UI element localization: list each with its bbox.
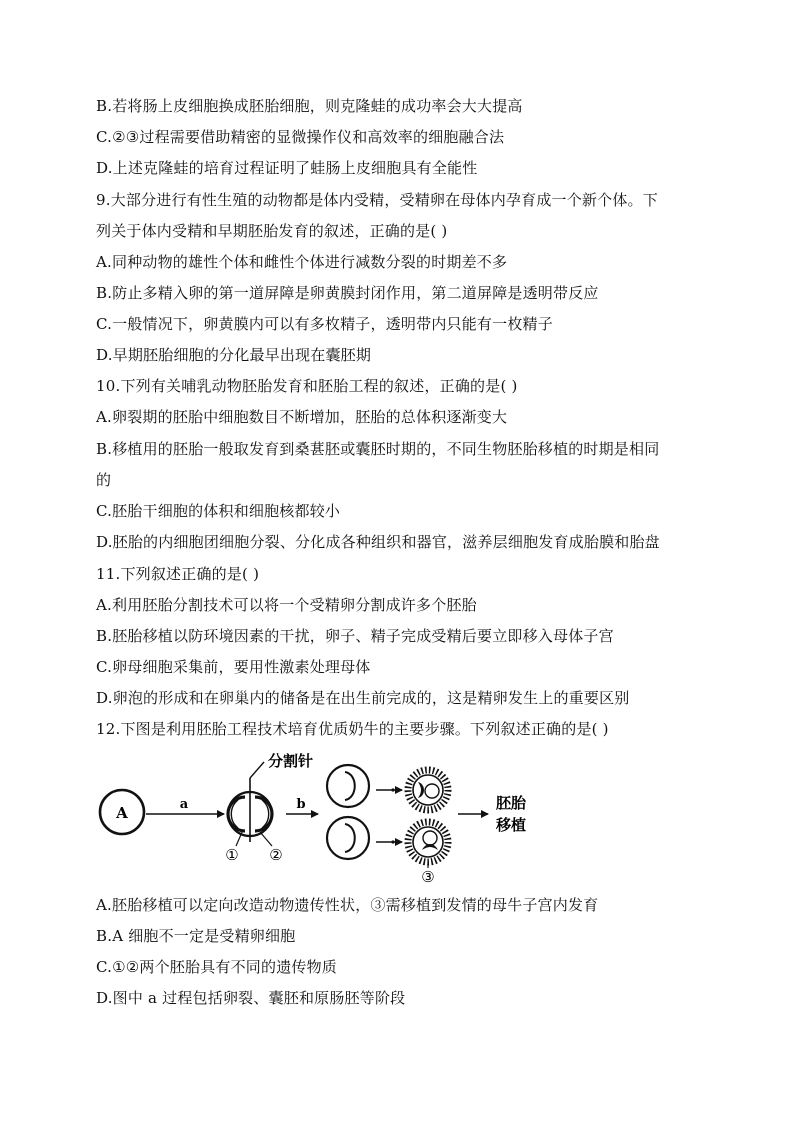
transfer-label-line2: 移植	[496, 816, 527, 834]
q9-stem-line1: 9.大部分进行有性生殖的动物都是体内受精，受精卵在母体内孕育成一个新个体。下	[96, 191, 658, 209]
q12-option-c: C.①②两个胚胎具有不同的遗传物质	[96, 958, 338, 976]
marker-1: ①	[225, 846, 239, 864]
q12-stem: 12.下图是利用胚胎工程技术培育优质奶牛的主要步骤。下列叙述正确的是( )	[96, 720, 609, 738]
q12-option-a: A.胚胎移植可以定向改造动物遗传性状，③需移植到发情的母牛子宫内发育	[96, 896, 599, 914]
q9-option-b: B.防止多精入卵的第一道屏障是卵黄膜封闭作用，第二道屏障是透明带反应	[96, 284, 599, 302]
q12-option-b: B.A 细胞不一定是受精卵细胞	[96, 927, 296, 945]
q8-option-b: B.若将肠上皮细胞换成胚胎细胞，则克隆蛙的成功率会大大提高	[96, 97, 523, 115]
half-embryo-top	[327, 765, 369, 807]
q9-option-d: D.早期胚胎细胞的分化最早出现在囊胚期	[96, 346, 372, 364]
q10-stem: 10.下列有关哺乳动物胚胎发育和胚胎工程的叙述，正确的是( )	[96, 377, 518, 395]
transfer-label-line1: 胚胎	[496, 794, 527, 812]
cell-a	[100, 790, 144, 834]
blastocyst-top	[408, 770, 448, 810]
blastocyst-bottom	[408, 822, 448, 862]
q11-option-c: C.卵母细胞采集前，要用性激素处理母体	[96, 658, 371, 676]
marker-3: ③	[421, 868, 435, 886]
dotted-arrow-top	[376, 788, 402, 791]
q11-option-b: B.胚胎移植以防环境因素的干扰，卵子、精子完成受精后要立即移入母体子宫	[96, 627, 614, 645]
arrow-a	[146, 797, 224, 814]
arrow-b	[286, 797, 318, 814]
q12-option-d: D.图中 a 过程包括卵裂、囊胚和原肠胚等阶段	[96, 989, 406, 1007]
q11-option-d: D.卵泡的形成和在卵巢内的储备是在出生前完成的，这是精卵发生上的重要区别	[96, 689, 630, 707]
cell-a-label: A	[116, 804, 128, 822]
needle-label: 分割针	[268, 752, 314, 770]
q10-option-b-line1: B.移植用的胚胎一般取发育到桑葚胚或囊胚时期的，不同生物胚胎移植的时期是相同	[96, 440, 660, 458]
q10-option-c: C.胚胎干细胞的体积和细胞核都较小	[96, 502, 341, 520]
arrow-b-label: b	[296, 797, 306, 812]
q10-option-b-line2: 的	[96, 471, 112, 489]
embryo-splitting-diagram	[96, 742, 556, 892]
q10-option-a: A.卵裂期的胚胎中细胞数目不断增加，胚胎的总体积逐渐变大	[96, 408, 508, 426]
marker-2: ②	[269, 846, 283, 864]
q11-option-a: A.利用胚胎分割技术可以将一个受精卵分割成许多个胚胎	[96, 596, 477, 614]
q8-option-d: D.上述克隆蛙的培育过程证明了蛙肠上皮细胞具有全能性	[96, 159, 478, 177]
half-embryo-bottom	[327, 817, 369, 859]
q9-stem-line2: 列关于体内受精和早期胚胎发育的叙述，正确的是( )	[96, 222, 448, 240]
q8-option-c: C.②③过程需要借助精密的显微操作仪和高效率的细胞融合法	[96, 128, 505, 146]
dotted-arrow-bottom	[376, 840, 402, 843]
arrow-a-label: a	[179, 797, 189, 812]
q9-option-a: A.同种动物的雄性个体和雌性个体进行减数分裂的时期差不多	[96, 253, 508, 271]
q11-stem: 11.下列叙述正确的是( )	[96, 565, 260, 583]
q9-option-c: C.一般情况下，卵黄膜内可以有多枚精子，透明带内只能有一枚精子	[96, 315, 553, 333]
q10-option-d: D.胚胎的内细胞团细胞分裂、分化成各种组织和器官，滋养层细胞发育成胎膜和胎盘	[96, 533, 660, 551]
